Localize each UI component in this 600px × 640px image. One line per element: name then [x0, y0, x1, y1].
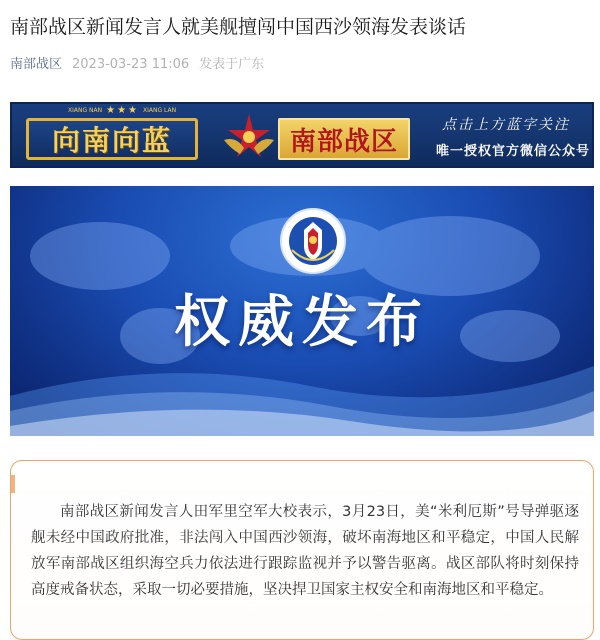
- star-caption-left: XIANG NAN: [68, 107, 103, 114]
- follow-slogan: 点击上方蓝字关注: [442, 117, 570, 133]
- publish-location: 发表于广东: [199, 57, 265, 72]
- xiangnan-xianglan-box: [26, 118, 198, 160]
- stars-decoration: XIANG NAN ★★★ XIANG LAN: [68, 105, 177, 116]
- account-name-link[interactable]: 南部战区: [10, 57, 63, 72]
- article-meta: [10, 56, 264, 74]
- authoritative-release-banner: [10, 186, 594, 436]
- follow-banner[interactable]: [10, 102, 594, 168]
- article-title: 南部战区新闻发言人就美舰擅闯中国西沙领海发表谈话: [10, 16, 467, 38]
- southern-theater-brand-box: [278, 118, 410, 160]
- publish-time: 2023-03-23 11:06: [72, 57, 190, 72]
- statement-box: [10, 460, 594, 640]
- xiangnan-xianglan-text: 向南向蓝: [51, 124, 172, 157]
- official-account-note: 唯一授权官方微信公众号: [436, 144, 591, 159]
- box-accent-mark: [11, 475, 15, 493]
- star-caption-right: XIANG LAN: [143, 107, 177, 114]
- army-emblem-icon: [222, 110, 276, 164]
- southern-theater-badge-icon: [278, 206, 348, 276]
- wave-decoration: [10, 336, 594, 436]
- statement-paragraph: 南部战区新闻发言人田军里空军大校表示，3月23日，美“米利厄斯”号导弹驱逐舰未经中国政府批准，非法闯入中国西沙领海，破坏南海地区和平稳定，中国人民解放军南部战区组织海空兵力依法进行跟踪监视并予以警告驱离。战区部队将时刻保持高度戒备状态，采取一切必要措施，坚决捍卫国家主权安全和南海地区和平稳定。: [31, 504, 579, 598]
- headline-authoritative-release: 权威发布: [174, 289, 430, 355]
- brand-text: 南部战区: [289, 126, 398, 157]
